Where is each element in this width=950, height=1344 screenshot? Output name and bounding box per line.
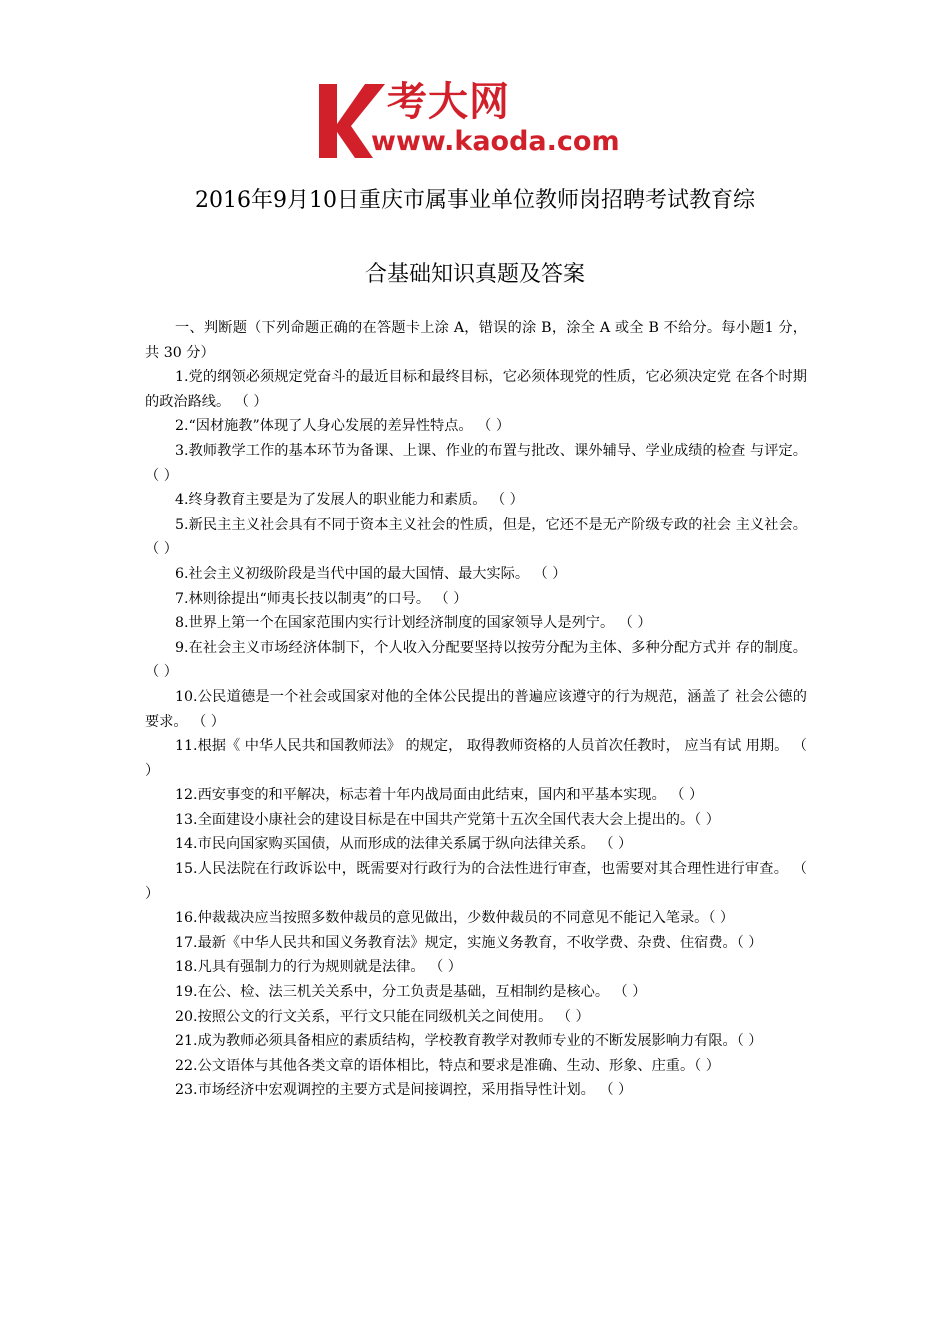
question-item: 7.林则徐提出“师夷长技以制夷”的口号。 （ ） [175,590,468,607]
question-item: 11.根据《 中华人民共和国教师法》 的规定， 取得教师资格的人员首次任教时， 应当有试 用期。 （ ） [145,738,807,779]
question-item: 2.“因材施教”体现了人身心发展的差异性特点。 （ ） [175,418,511,435]
question-item: 3.教师教学工作的基本环节为备课、上课、作业的布置与批改、课外辅导、学业成绩的检查 与评定。 （ ） [145,442,807,484]
document-title-line-1: 2016年9月10日重庆市属事业单位教师岗招聘考试教育综 [195,188,755,213]
question-item: 9.在社会主义市场经济体制下，个人收入分配要坚持以按劳分配为主体、多种分配方式并 存的制度。 （ ） [145,639,807,681]
question-item: 17.最新《中华人民共和国义务教育法》规定，实施义务教育，不收学费、杂费、住宿费。（ ） [175,934,763,951]
kaoda-logo [315,78,645,164]
question-item: 14.市民向国家购买国债，从而形成的法律关系属于纵向法律关系。 （ ） [175,836,633,853]
question-item: 21.成为教师必须具备相应的素质结构，学校教育教学对教师专业的不断发展影响力有限。（ ） [175,1033,763,1050]
question-item: 13.全面建设小康社会的建设目标是在中国共产党第十五次全国代表大会上提出的。（ ） [175,811,720,828]
question-item: 16.仲裁裁决应当按照多数仲裁员的意见做出，少数仲裁员的不同意见不能记入笔录。（ ） [175,910,735,927]
logo-url-text: www.kaoda.com [371,126,620,157]
question-item: 8.世界上第一个在国家范围内实行计划经济制度的国家领导人是列宁。 （ ） [175,615,652,632]
logo-brand-text: 考大网 [387,79,510,125]
question-item: 23.市场经济中宏观调控的主要方式是间接调控，采用指导性计划。 （ ） [175,1082,633,1099]
question-item: 6.社会主义初级阶段是当代中国的最大国情、最大实际。 （ ） [175,565,567,582]
document-title-line-2: 合基础知识真题及答案 [364,262,585,287]
question-item: 22.公文语体与其他各类文章的语体相比，特点和要求是准确、生动、形象、庄重。（ ） [175,1057,720,1074]
question-list [145,316,807,1103]
section-heading: 一、判断题（下列命题正确的在答题卡上涂 A，错误的涂 B，涂全 A 或全 B 不给分。每小题1 分，共 30 分） [145,320,807,361]
question-item: 4.终身教育主要是为了发展人的职业能力和素质。 （ ） [175,492,524,509]
question-item: 10.公民道德是一个社会或国家对他的全体公民提出的普遍应该遵守的行为规范，涵盖了 社会公德的要求。 （ ） [145,688,807,730]
question-item: 18.凡具有强制力的行为规则就是法律。 （ ） [175,959,462,976]
question-item: 20.按照公文的行文关系，平行文只能在同级机关之间使用。 （ ） [175,1008,590,1025]
question-item: 5.新民主主义社会具有不同于资本主义社会的性质，但是，它还不是无产阶级专政的社会 主义社会。 （ ） [145,516,807,558]
question-item: 19.在公、检、法三机关关系中，分工负责是基础，互相制约是核心。 （ ） [175,984,647,1001]
question-item: 15.人民法院在行政诉讼中，既需要对行政行为的合法性进行审查，也需要对其合理性进行审查。 （ ） [145,861,807,902]
question-item: 1.党的纲领必须规定党奋斗的最近目标和最终目标，它必须体现党的性质，它必须决定党 在各个时期的政治路线。 （ ） [145,369,807,410]
question-item: 12.西安事变的和平解决，标志着十年内战局面由此结束，国内和平基本实现。 （ ） [175,787,704,804]
